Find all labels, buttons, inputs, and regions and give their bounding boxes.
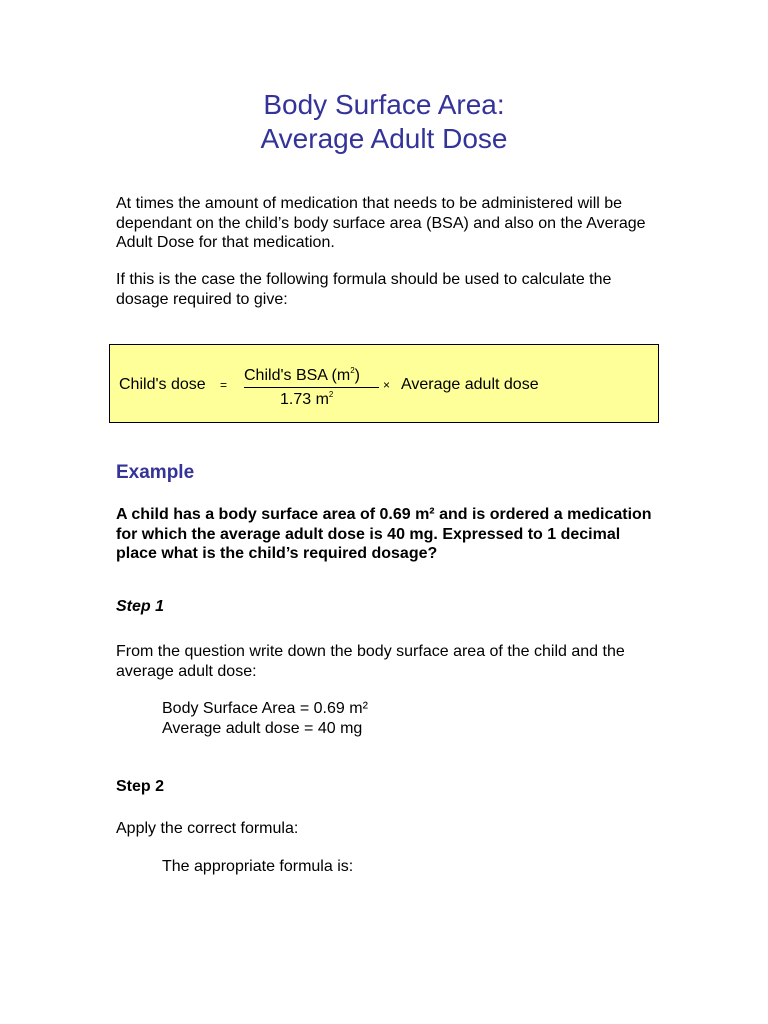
step-2-text: Apply the correct formula: — [116, 820, 299, 837]
example-heading: Example — [116, 462, 195, 483]
formula-equals: = — [220, 378, 228, 392]
intro-paragraph-1: At times the amount of medication that needs to be administered will be dependant on the child’s body surface area (BSA) and also on the Average Adult Dose for that medication. — [116, 195, 646, 251]
step-2-formula-intro: The appropriate formula is: — [162, 858, 354, 875]
formula-box — [109, 344, 659, 423]
page-title — [0, 88, 768, 156]
fraction-bar — [244, 387, 379, 388]
step-1-label: Step 1 — [116, 598, 165, 615]
step-1-text: From the question write down the body surface area of the child and the average adult dose: — [116, 643, 625, 680]
step-1-values — [162, 699, 368, 739]
title-line-2: Average Adult Dose — [260, 123, 508, 154]
formula-lhs: Child's dose — [119, 376, 206, 393]
formula-denominator: 1.73 $m^2$ — [280, 390, 334, 408]
numerator-superscript: 2 — [350, 366, 355, 375]
denominator-superscript: 2 — [328, 390, 334, 399]
title-line-1: Body Surface Area: — [263, 89, 505, 120]
bsa-value-line: Body Surface Area = 0.69 m² — [162, 700, 368, 717]
example-question: A child has a body surface area of 0.69 m² and is ordered a medication for which the average adult dose is 40 mg. Expressed to 1 decimal place what is the child’s required dosage? — [116, 506, 652, 562]
step-2-label: Step 2 — [116, 778, 165, 795]
intro-paragraph-2: If this is the case the following formula should be used to calculate the dosage required to give: — [116, 271, 612, 308]
formula-numerator: Child's BSA $(m^2)$ — [244, 366, 360, 384]
formula-rhs: Average adult dose — [401, 376, 539, 393]
dose-value-line: Average adult dose = 40 mg — [162, 720, 363, 737]
formula-times: × — [383, 378, 391, 392]
